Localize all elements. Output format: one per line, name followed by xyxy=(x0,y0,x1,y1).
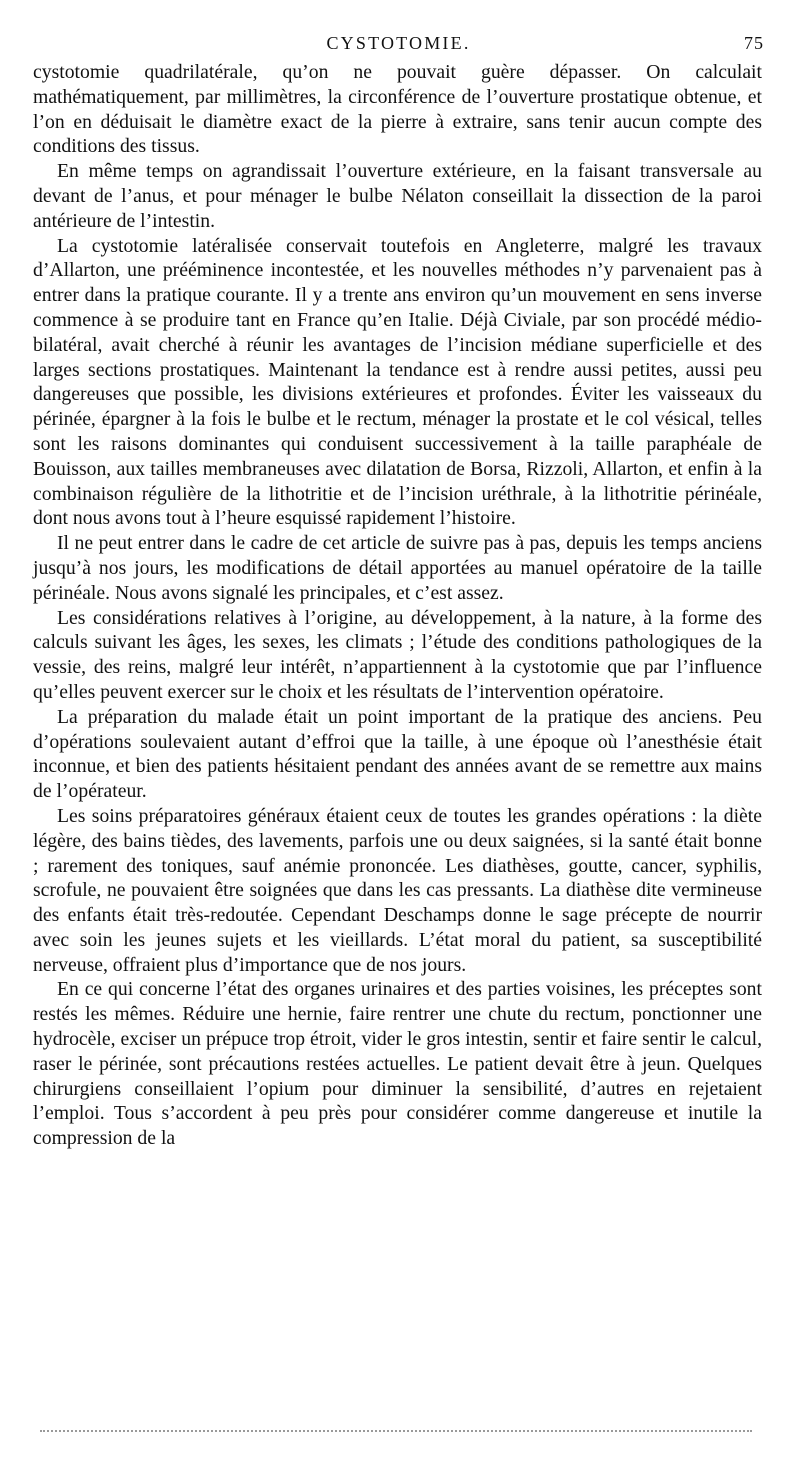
paragraph-general-care: Les soins préparatoires généraux étaient ceux de toutes les grandes opérations : la diète légère, des bains tièdes, des lavements, parfois une ou deux saignées, si la santé était bonne ; rarement des toniques, sauf anémie prononcée. Les diathèses, goutte, cancer, syphilis, scrofule, ne pouvaient être soignées que dans les cas pressants. La diathèse dite vermineuse des enfants était très-redoutée. Cependant Deschamps donne le sage précepte de nourrir avec soin les jeunes sujets et les vieillards. L’état moral du patient, sa susceptibilité nerveuse, offraient plus d’importance que de nos jours. xyxy=(33,804,762,976)
page-number: 75 xyxy=(744,33,764,53)
paragraph-transverse-opening: En même temps on agrandissait l’ouverture extérieure, en la faisant transversale au devant de l’anus, et pour ménager le bulbe Nélaton conseillait la dissection de la paroi antérieure de l’intestin. xyxy=(33,160,762,232)
paragraph-calculi-considerations: Les considérations relatives à l’origine, au développement, à la nature, à la forme des calculs suivant les âges, les sexes, les climats ; l’étude des conditions pathologiques de la vessie, des reins, malgré leur intérêt, n’appartiennent à la cystotomie que par l’influence qu’elles peuvent exercer sur le choix et les résultats de l’intervention opératoire. xyxy=(33,606,762,703)
running-header xyxy=(33,30,764,56)
paragraph-lateral-cystotomy: La cystotomie latéralisée conservait toutefois en Angleterre, malgré les travaux d’Allarton, une prééminence incontestée, et les nouvelles méthodes n’y parvenaient pas à entrer dans la pratique courante. Il y a trente ans environ qu’un mouvement en sens inverse commence à se produire tant en France qu’en Italie. Déjà Civiale, par son procédé médio-bilatéral, avait cherché à réunir les avantages de l’incision médiane superficielle et des larges sections prostatiques. Maintenant la tendance est à rendre aussi petites, aussi peu dangereuses que possible, les divisions extérieures et profondes. Éviter les vaisseaux du périnée, épargner à la fois le bulbe et le rectum, ménager la prostate et le col vésical, telles sont les raisons dominantes qui conduisent successivement à la taille paraphéale de Bouisson, aux tailles membraneuses avec dilatation de Borsa, Rizzoli, Allarton, et enfin à la combinaison régulière de la lithotritie et de l’incision uréthrale, à la lithotritie périnéale, dont nous avons tout à l’heure esquissé rapidement l’histoire. xyxy=(33,234,762,530)
running-title: CYSTOTOMIE. xyxy=(326,33,471,53)
paragraph-patient-preparation: La préparation du malade était un point important de la pratique des anciens. Peu d’opérations soulevaient autant d’effroi que la taille, à une époque où l’anesthésie était inconnue, et bien des patients hésitaient pendant des années avant de se remettre aux mains de l’opérateur. xyxy=(33,705,762,803)
body-text xyxy=(33,60,762,1151)
paragraph-article-scope: Il ne peut entrer dans le cadre de cet article de suivre pas à pas, depuis les temps anciens jusqu’à nos jours, les modifications de détail apportées au manuel opératoire de la taille périnéale. Nous avons signalé les principales, et c’est assez. xyxy=(33,532,762,604)
paragraph-urinary-organs: En ce qui concerne l’état des organes urinaires et des parties voisines, les préceptes sont restés les mêmes. Réduire une hernie, faire rentrer une chute du rectum, ponctionner une hydrocèle, exciser un prépuce trop étroit, vider le gros intestin, sentir et faire sentir le calcul, raser le périnée, sont précautions restées actuelles. Le patient devait être à jeun. Quelques chirurgiens conseillaient l’opium pour diminuer la sensibilité, d’autres en rejetaient l’emploi. Tous s’accordent à peu près pour considérer comme dangereuse et inutile la compression de la xyxy=(33,978,762,1150)
page-bottom-rule xyxy=(40,1430,752,1432)
paragraph-continuation: cystotomie quadrilatérale, qu’on ne pouvait guère dépasser. On calculait mathématiquement, par millimètres, la circonférence de l’ouverture prostatique obtenue, et l’on en déduisait le diamètre exact de la pierre à extraire, sans tenir aucun compte des conditions des tissus. xyxy=(33,61,762,158)
